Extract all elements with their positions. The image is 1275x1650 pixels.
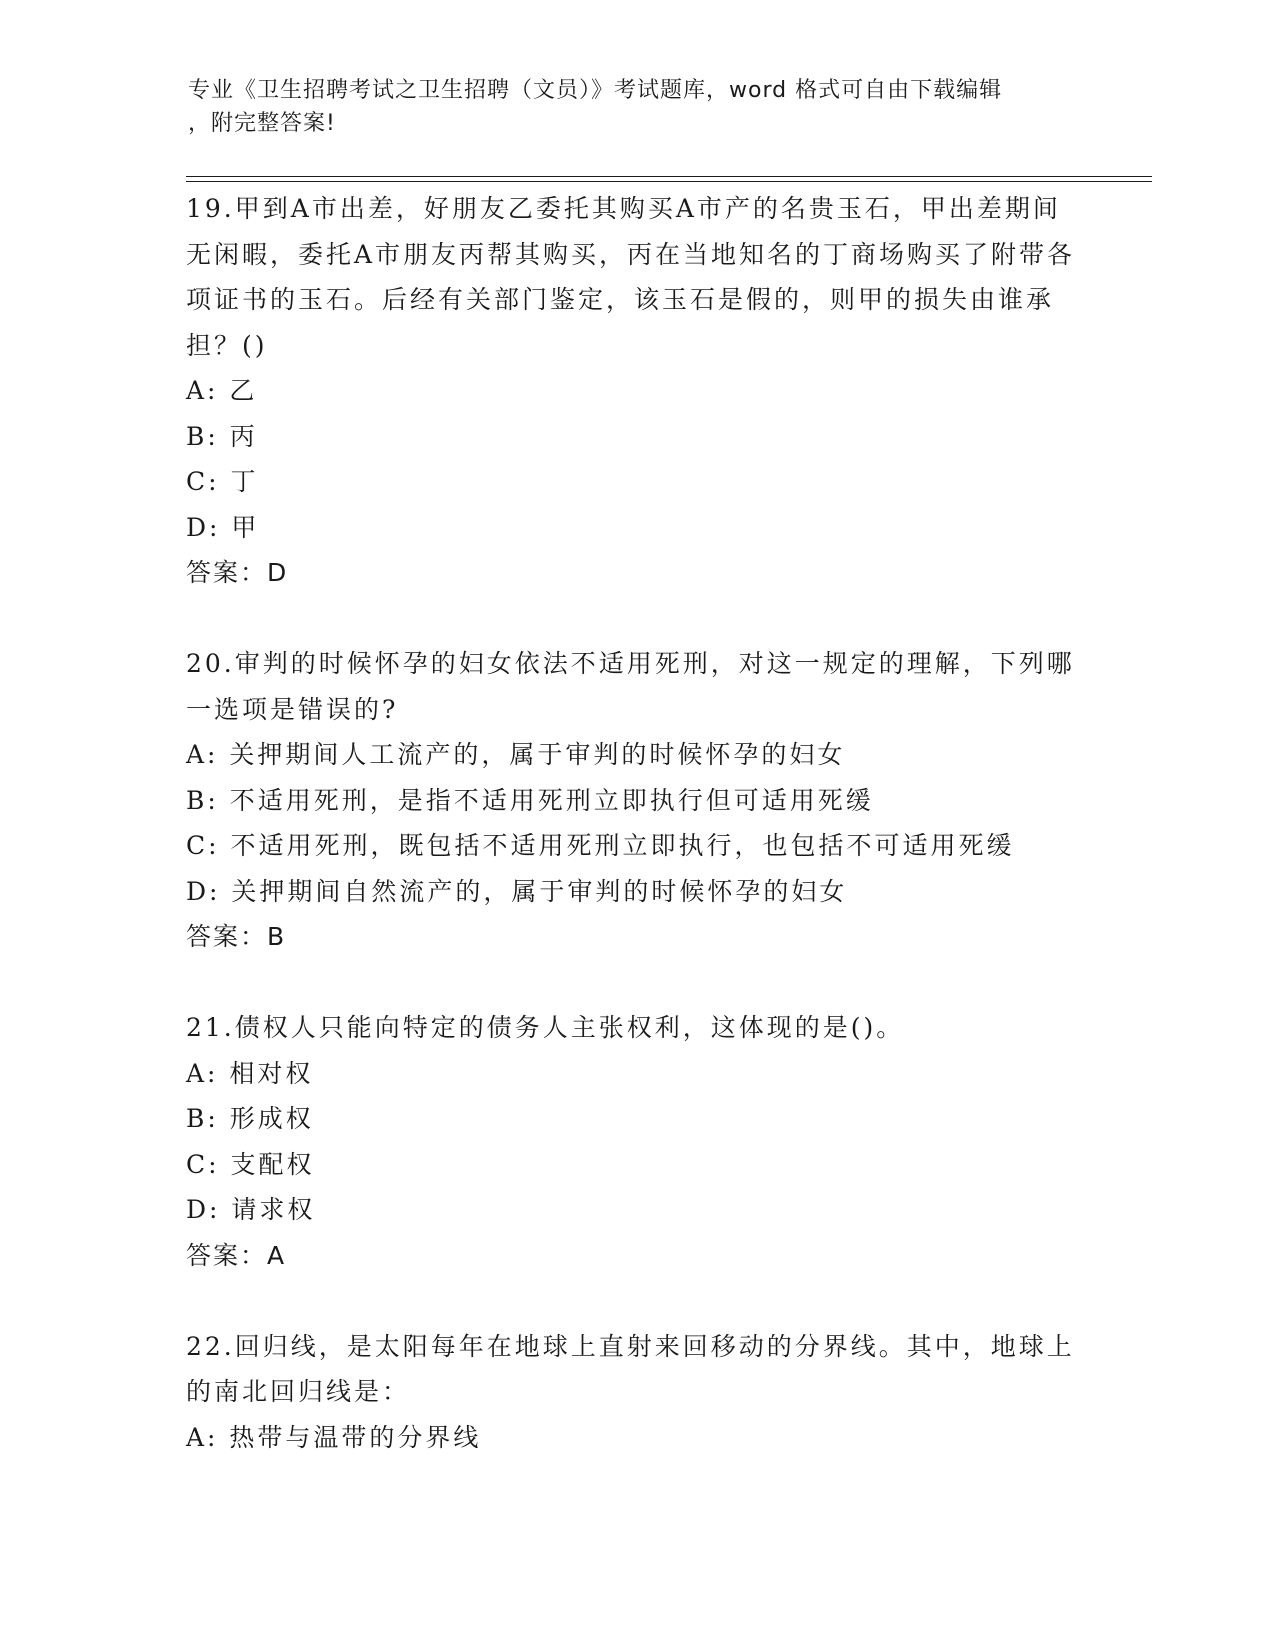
option-a: A: 乙 bbox=[186, 376, 258, 405]
answer-line: 答案：A bbox=[186, 1240, 287, 1270]
question-stem: 19.甲到A市出差，好朋友乙委托其购买A市产的名贵玉石，甲出差期间无闲暇，委托A市朋友丙帮其购买，丙在当地知名的丁商场购买了附带各项证书的玉石。后经有关部门鉴定，该玉石是假的，则甲的损失由谁承担？() bbox=[186, 194, 1076, 360]
option-a: A: 相对权 bbox=[186, 1058, 314, 1088]
question-list bbox=[186, 186, 1086, 1460]
option-c: C: 丁 bbox=[186, 467, 259, 496]
option-b: B: 不适用死刑，是指不适用死刑立即执行但可适用死缓 bbox=[186, 785, 874, 815]
answer-line: 答案：B bbox=[186, 922, 287, 951]
answer-line: 答案：D bbox=[186, 558, 289, 587]
question-22 bbox=[186, 1324, 1086, 1461]
option-b: B: 丙 bbox=[186, 421, 258, 451]
question-spacer bbox=[186, 596, 1086, 642]
question-21 bbox=[186, 1005, 1086, 1278]
option-d: D: 请求权 bbox=[186, 1195, 316, 1224]
question-spacer bbox=[186, 1278, 1086, 1324]
option-a: A: 关押期间人工流产的，属于审判的时候怀孕的妇女 bbox=[186, 740, 846, 769]
option-a: A: 热带与温带的分界线 bbox=[186, 1422, 482, 1452]
question-stem: 22.回归线，是太阳每年在地球上直射来回移动的分界线。其中，地球上的南北回归线是： bbox=[186, 1331, 1075, 1406]
question-stem: 20.审判的时候怀孕的妇女依法不适用死刑，对这一规定的理解，下列哪一选项是错误的? bbox=[186, 649, 1075, 724]
header-divider-bottom bbox=[186, 181, 1152, 182]
option-b: B: 形成权 bbox=[186, 1104, 314, 1133]
question-spacer bbox=[186, 960, 1086, 1006]
option-c: C: 不适用死刑，既包括不适用死刑立即执行，也包括不可适用死缓 bbox=[186, 831, 1015, 860]
header-line-2: ，附完整答案! bbox=[188, 111, 336, 136]
option-d: D: 关押期间自然流产的，属于审判的时候怀孕的妇女 bbox=[186, 876, 848, 906]
option-c: C: 支配权 bbox=[186, 1149, 315, 1179]
question-stem: 21.债权人只能向特定的债务人主张权利，这体现的是()。 bbox=[186, 1013, 905, 1042]
header-line-1: 专业《卫生招聘考试之卫生招聘（文员）》考试题库，word 格式可自由下载编辑 bbox=[188, 78, 1003, 103]
document-header bbox=[188, 74, 1088, 140]
question-19 bbox=[186, 186, 1086, 596]
question-20 bbox=[186, 641, 1086, 960]
header-divider-top bbox=[186, 176, 1152, 177]
option-d: D: 甲 bbox=[186, 512, 260, 542]
